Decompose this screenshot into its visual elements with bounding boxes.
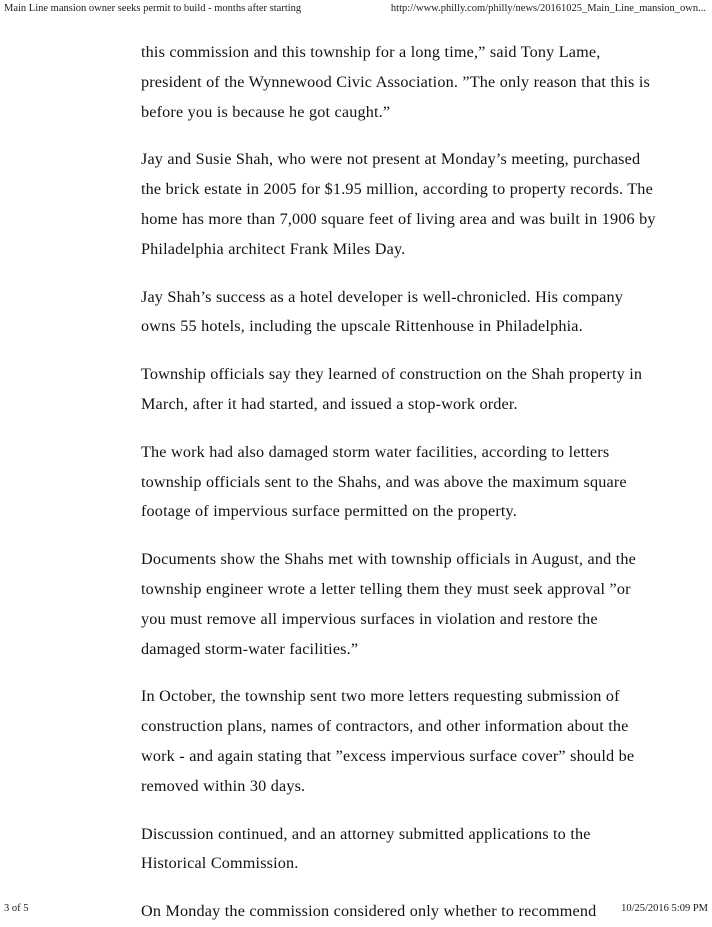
article-body xyxy=(141,38,659,927)
print-header-source-url: http://www.philly.com/philly/news/20161025_Main_Line_mansion_own... xyxy=(390,3,706,14)
article-paragraph: Documents show the Shahs met with township officials in August, and the township engineer wrote a letter telling them they must seek approval ”or you must remove all impervious surfaces in violation and restore the damaged storm-water facilities.” xyxy=(141,550,636,658)
article-paragraph: Discussion continued, and an attorney submitted applications to the Historical Commission. xyxy=(141,824,591,873)
print-timestamp: 10/25/2016 5:09 PM xyxy=(621,903,708,914)
article-paragraph: Jay Shah’s success as a hotel developer is well-chronicled. His company owns 55 hotels, including the upscale Rittenhouse in Philadelphia. xyxy=(141,287,623,336)
article-paragraph: Jay and Susie Shah, who were not present at Monday’s meeting, purchased the brick estate in 2005 for $1.95 million, according to property records. The home has more than 7,000 square feet of living area and was built in 1906 by Philadelphia architect Frank Miles Day. xyxy=(141,150,656,258)
article-paragraph: On Monday the commission considered only whether to recommend xyxy=(141,902,597,921)
article-paragraph: Township officials say they learned of construction on the Shah property in March, after it had started, and issued a stop-work order. xyxy=(141,365,643,413)
article-paragraph: In October, the township sent two more letters requesting submission of construction plans, names of contractors, and other information about the work - and again stating that ”excess impervious surface cover” should be removed within 30 days. xyxy=(141,687,635,795)
page-number-indicator: 3 of 5 xyxy=(4,903,29,914)
print-header xyxy=(0,0,712,22)
print-header-document-title: Main Line mansion owner seeks permit to build - months after starting xyxy=(4,3,302,14)
article-paragraph: The work had also damaged storm water facilities, according to letters township officials sent to the Shahs, and was above the maximum square footage of impervious surface permitted on the property. xyxy=(141,442,627,521)
article-paragraph: this commission and this township for a long time,” said Tony Lame, president of the Wynnewood Civic Association. ”The only reason that this is before you is because he got caught.” xyxy=(141,43,650,121)
print-footer xyxy=(0,897,712,921)
